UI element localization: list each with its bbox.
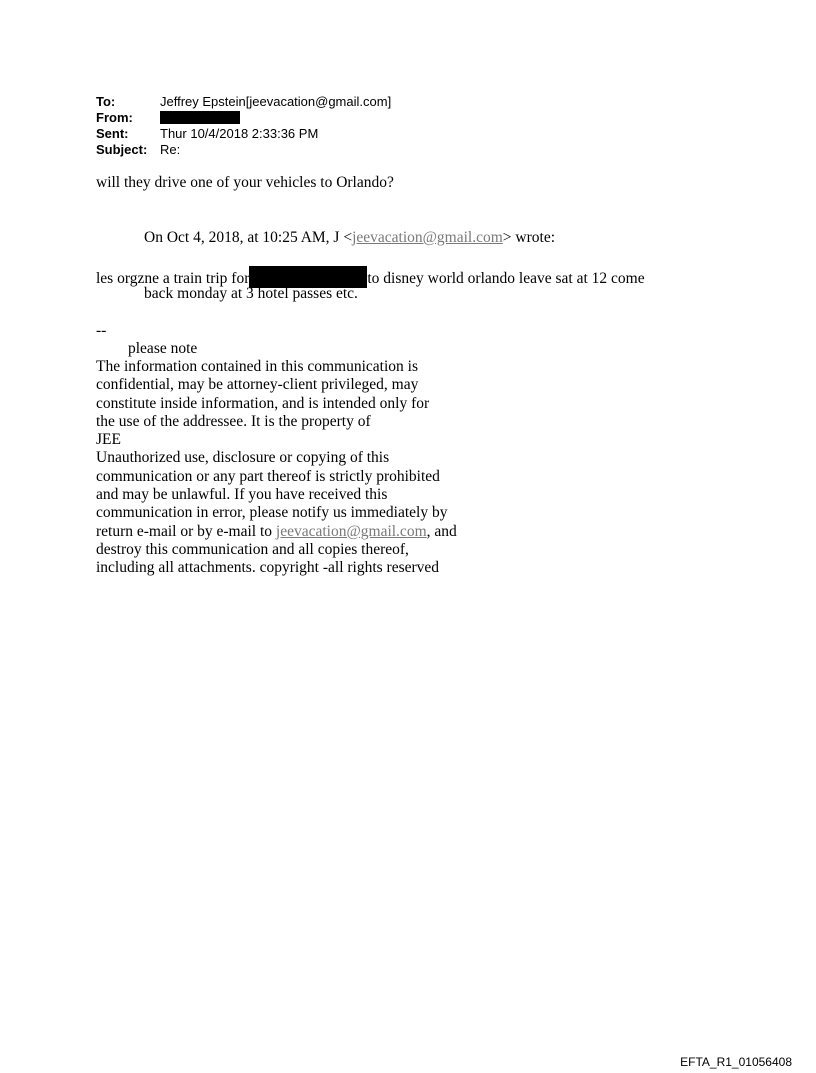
sent-value: Thur 10/4/2018 2:33:36 PM	[160, 126, 319, 141]
disclaimer-line: JEE	[96, 431, 121, 449]
message-part-a: les orgzne a train trip for	[96, 270, 250, 287]
from-row	[96, 110, 391, 126]
confidentiality-disclaimer	[96, 358, 457, 578]
disclaimer-line: including all attachments. copyright -all rights reserved	[96, 559, 440, 577]
to-row	[96, 94, 391, 110]
to-value: Jeffrey Epstein[jeevacation@gmail.com]	[160, 94, 392, 109]
disclaimer-line: Unauthorized use, disclosure or copying of this	[96, 449, 390, 467]
disclaimer-line: The information contained in this communication is	[96, 358, 418, 375]
disclaimer-email-prefix: return e-mail or by e-mail to	[96, 522, 276, 540]
quote-email-link[interactable]: jeevacation@gmail.com	[352, 229, 503, 246]
quote-attribution	[144, 229, 555, 247]
sent-label: Sent:	[96, 126, 129, 141]
from-redaction	[160, 111, 240, 124]
disclaimer-line: and may be unlawful. If you have received this	[96, 486, 388, 504]
message-line-2: back monday at 3 hotel passes etc.	[144, 285, 358, 302]
disclaimer-line: destroy this communication and all copies thereof,	[96, 540, 409, 558]
reply-text: will they drive one of your vehicles to Orlando?	[96, 174, 394, 191]
subject-label: Subject:	[96, 142, 148, 157]
quote-prefix: On Oct 4, 2018, at 10:25 AM, J <	[144, 229, 353, 246]
disclaimer-email-link[interactable]: jeevacation@gmail.com	[275, 522, 427, 540]
signature-dashes: --	[96, 322, 107, 339]
disclaimer-line: communication or any part thereof is strictly prohibited	[96, 467, 440, 485]
quote-suffix: > wrote:	[502, 229, 556, 246]
subject-value: Re:	[160, 142, 181, 157]
signature-note: please note	[128, 340, 198, 357]
disclaimer-email-line	[96, 523, 457, 541]
email-header	[96, 94, 391, 158]
to-label: To:	[96, 94, 116, 109]
from-label: From:	[96, 110, 133, 125]
disclaimer-line: constitute inside information, and is intended only for	[96, 394, 430, 412]
sent-row	[96, 126, 391, 142]
disclaimer-line: the use of the addressee. It is the property of	[96, 412, 371, 430]
disclaimer-line: confidential, may be attorney-client privileged, may	[96, 376, 419, 394]
disclaimer-email-suffix: , and	[426, 522, 457, 540]
document-id: EFTA_R1_01056408	[680, 1055, 792, 1069]
disclaimer-line: communication in error, please notify us immediately by	[96, 504, 448, 522]
message-part-b: to disney world orlando leave sat at 12 come	[367, 270, 645, 287]
subject-row	[96, 142, 391, 158]
